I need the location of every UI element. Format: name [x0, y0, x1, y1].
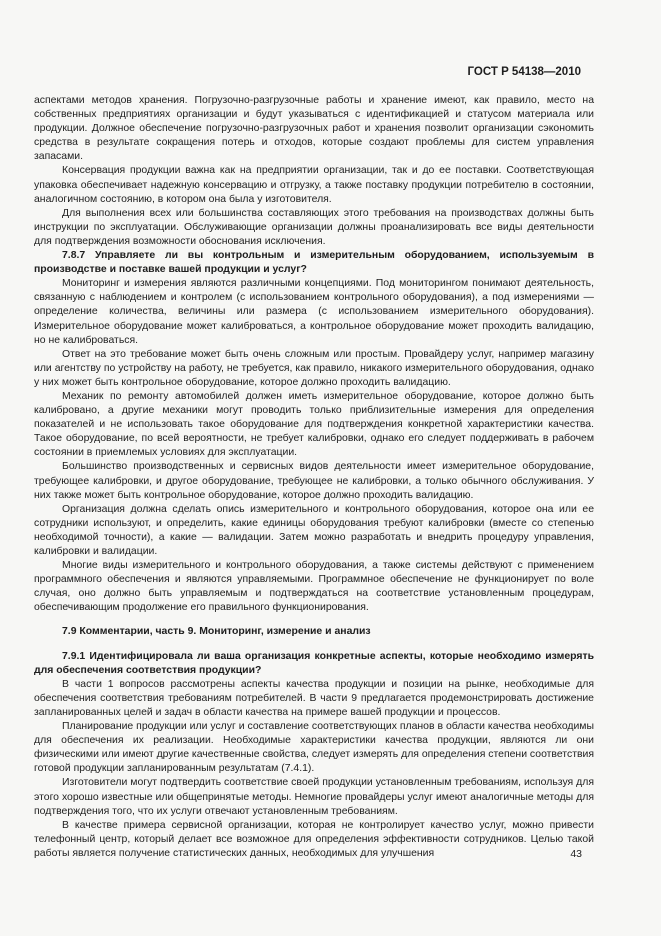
paragraph-preservation: Консервация продукции важна как на предприятии организации, так и до ее поставки. Соответствующая упаковка обеспечивает надежную консервацию и отгрузку, а также поставку продукции потребителю в состоянии, аналогичном состоянию, в котором она была у изготовителя. [34, 165, 594, 205]
paragraph-part-1: В части 1 вопросов рассмотрены аспекты качества продукции и позиции на рынке, необходимые для обеспечения соответствия требованиям потребителей. В части 9 предлагается продемонстрировать достижение запланированных целей и задач в области качества на примере вашей продукции и процессов. [34, 678, 594, 718]
paragraph-software: Многие виды измерительного и контрольного оборудования, а также системы действуют с применением программного обеспечения и являются управляемыми. Программное обеспечение не функционирует по воле случая, оно должно быть управляемым и подтверждаться на соответствие установленным процедурам, обеспечивающим продолжение его правильного функционирования. [34, 560, 594, 614]
paragraph-monitoring-concepts: Мониторинг и измерения являются различными концепциями. Под мониторингом понимают деятельность, связанную с наблюдением и контролем (с использованием контрольного оборудования), а под измерениями — определение количества, величины или размера (с использованием измерительного оборудования). Измерительное оборудование может калиброваться, а контрольное оборудование может проходить валидацию, но не калиброваться. [34, 278, 594, 346]
paragraph-manufacturers: Изготовители могут подтвердить соответствие своей продукции установленным требованиям, используя для этого хорошо известные или общепринятые методы. Немногие провайдеры услуг имеют аналогичные методы для подтверждения того, что их услуги отвечают установленным требованиям. [34, 777, 594, 817]
paragraph-instructions: Для выполнения всех или большинства составляющих этого требования на производствах должны быть инструкции по эксплуатации. Обслуживающие организации должны проанализировать все виды деятельности для подтверждения возможности обоснования исключения. [34, 207, 594, 247]
paragraph-storage-methods: аспектами методов хранения. Погрузочно-разгрузочные работы и хранение имеют, как правило, место на собственных предприятиях организации и будут указываться с идентификацией и статусом материала или продукции. Должное обеспечение погрузочно-разгрузочных работ и хранения позволит организации сэкономить средства в результате сокращения потерь и отходов, которые создают проблемы для систем управления запасами. [34, 95, 594, 163]
paragraph-example: В качестве примера сервисной организации, которая не контролирует качество услуг, можно привести телефонный центр, который делает все возможное для определения эффективности сотрудников. Целью такой работы является получение статистических данных, необходимых для улучшения [34, 819, 594, 859]
heading-7-8-7: 7.8.7 Управляете ли вы контрольным и измерительным оборудованием, используемым в производстве и поставке вашей продукции и услуг? [34, 250, 594, 276]
paragraph-answer: Ответ на это требование может быть очень сложным или простым. Провайдеру услуг, например магазину или агентству по устройству на работу, не требуется, как правило, никакого измерительного оборудования, однако у них может быть контрольное оборудование, которое должно проходить валидацию. [34, 348, 594, 388]
standard-header: ГОСТ Р 54138—2010 [467, 66, 581, 78]
heading-7-9-1: 7.9.1 Идентифицировала ли ваша организация конкретные аспекты, которые необходимо измерять для обеспечения соответствия продукции? [34, 650, 594, 676]
paragraph-mechanic: Механик по ремонту автомобилей должен иметь измерительное оборудование, которое должно быть калибровано, а другие механики могут проводить только приблизительные измерения для определения показателей и не использовать такое оборудование для подтверждения конкретной характеристики качества. Такое оборудование, по всей вероятности, не требует калибровки, однако его следует поддерживать в рабочем состоянии в приемлемых условиях для эксплуатации. [34, 390, 594, 459]
paragraph-inventory: Организация должна сделать опись измерительного и контрольного оборудования, которое она или ее сотрудники используют, и определить, какие единицы оборудования требуют калибровки (вместе со степенью необходимой точности), а какие — валидации. Затем можно разработать и внедрить процедуру управления, калибровки и валидации. [34, 503, 594, 557]
body-text [34, 94, 594, 861]
page-number: 43 [570, 848, 582, 860]
paragraph-majority: Большинство производственных и сервисных видов деятельности имеет измерительное оборудование, требующее калибровки, и другое оборудование, требующее не калибровки, а только обычного обслуживания. У них также может быть контрольное оборудование, которое должно проходить валидацию. [34, 461, 594, 501]
section-heading-7-9: 7.9 Комментарии, часть 9. Мониторинг, измерение и анализ [62, 626, 371, 638]
paragraph-planning: Планирование продукции или услуг и составление соответствующих планов в области качества необходимы для обеспечения их реализации. Необходимые характеристики качества продукции, являются ли они физическими или имеют другие качественные свойства, следует измерять для определения степени соответствия готовой продукции запланированным результатам (7.4.1). [34, 721, 594, 775]
